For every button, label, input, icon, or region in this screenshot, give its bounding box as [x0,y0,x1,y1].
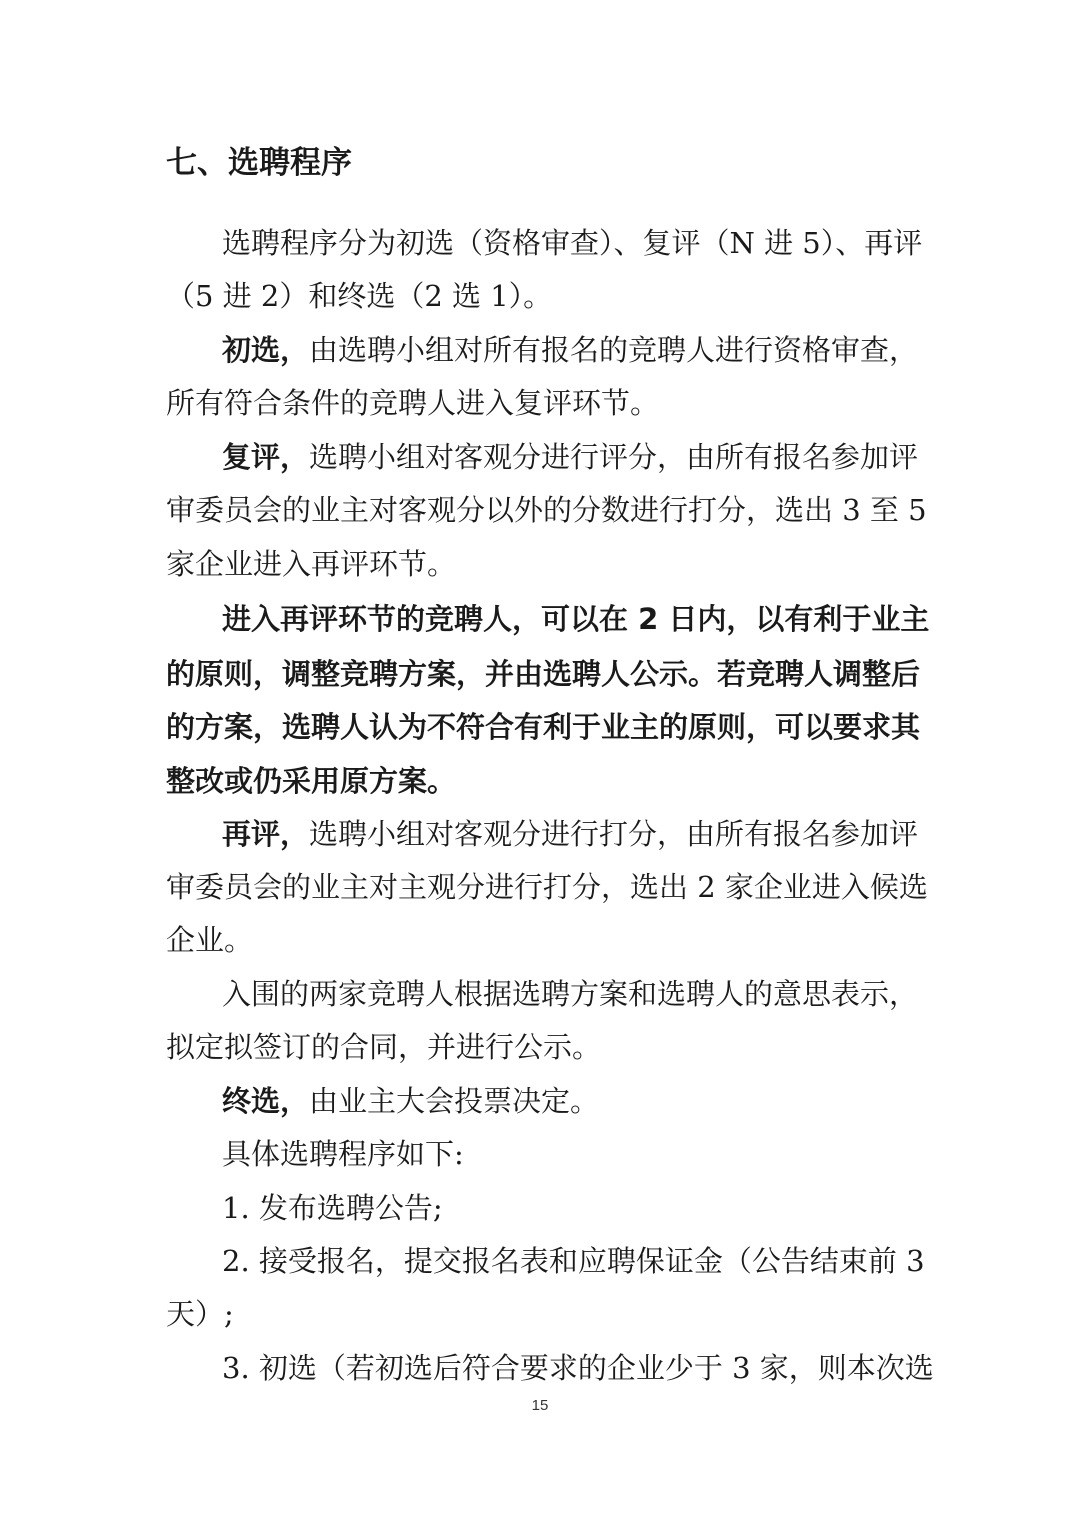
bold-paragraph-line: 的原则，调整竞聘方案，并由选聘人公示。若竞聘人调整后 [166,657,921,691]
bold-paragraph-line: 进入再评环节的竞聘人，可以在 2 日内，以有利于业主 [222,602,930,636]
bold-paragraph-line: 整改或仍采用原方案。 [166,764,457,798]
paragraph-line: 入围的两家竞聘人根据选聘方案和选聘人的意思表示， [222,977,919,1011]
page-number: 15 [531,1397,549,1414]
paragraph-line: 所有符合条件的竞聘人进入复评环节。 [166,386,660,420]
list-item: 1. 发布选聘公告; [222,1191,443,1225]
paragraph-line: 家企业进入再评环节。 [166,547,457,581]
term-final: 终选， [222,1084,310,1118]
term-re-review: 再评， [222,817,310,851]
list-item-continuation: 天）; [166,1297,234,1331]
paragraph-line: 再评，选聘小组对客观分进行打分，由所有报名参加评 [222,817,919,851]
paragraph-line: 初选，由选聘小组对所有报名的竞聘人进行资格审查， [222,333,919,367]
term-review: 复评， [222,440,310,474]
term-preliminary: 初选， [222,333,310,367]
paragraph-line: 复评，选聘小组对客观分进行评分，由所有报名参加评 [222,440,919,474]
paragraph-line: 审委员会的业主对客观分以外的分数进行打分，选出 3 至 5 [166,493,927,527]
paragraph-line: 拟定拟签订的合同，并进行公示。 [166,1030,602,1064]
paragraph-line: 具体选聘程序如下: [222,1137,464,1171]
paragraph-line: 审委员会的业主对主观分进行打分，选出 2 家企业进入候选 [166,870,928,904]
list-item: 3. 初选（若初选后符合要求的企业少于 3 家，则本次选 [222,1351,934,1385]
paragraph-line: 终选，由业主大会投票决定。 [222,1084,600,1118]
bold-paragraph-line: 的方案，选聘人认为不符合有利于业主的原则，可以要求其 [166,710,921,744]
list-item: 2. 接受报名，提交报名表和应聘保证金（公告结束前 3 [222,1244,925,1278]
paragraph-line: （5 进 2）和终选（2 选 1）。 [166,279,553,313]
paragraph-line: 选聘程序分为初选（资格审查）、复评（N 进 5）、再评 [222,226,923,260]
paragraph-line: 企业。 [166,923,254,957]
section-heading: 七、选聘程序 [166,145,352,181]
